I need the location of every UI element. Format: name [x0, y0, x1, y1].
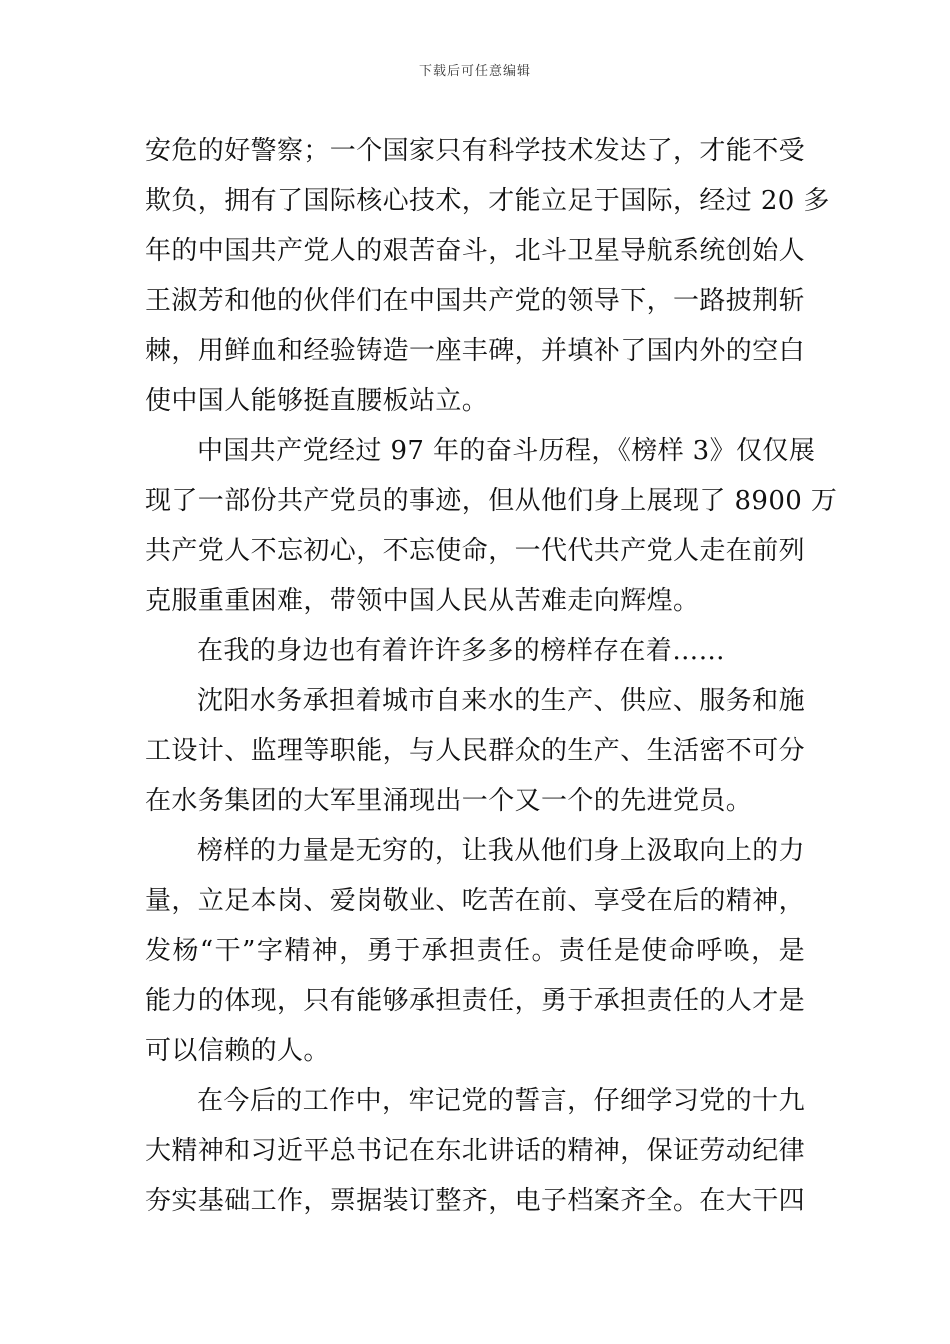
text-line: 沈阳水务承担着城市自来水的生产、供应、服务和施 [197, 686, 805, 716]
text-line: 夯实基础工作，票据装订整齐，电子档案齐全。在大干四 [145, 1186, 806, 1216]
text-line: 大精神和习近平总书记在东北讲话的精神，保证劳动纪律 [145, 1136, 806, 1166]
text-line: 共产党人不忘初心，不忘使命，一代代共产党人走在前列 [145, 536, 806, 566]
document-body [145, 126, 838, 1226]
paragraph [145, 676, 805, 826]
text-line: 在今后的工作中，牢记党的誓言，仔细学习党的十九 [197, 1086, 805, 1116]
paragraph [145, 826, 805, 1076]
text-line: 安危的好警察；一个国家只有科学技术发达了，才能不受 [145, 136, 806, 166]
text-line: 榜样的力量是无穷的，让我从他们身上汲取向上的力 [197, 836, 805, 866]
paragraph [145, 1076, 805, 1226]
text-line: 量，立足本岗、爱岗敬业、吃苦在前、享受在后的精神， [145, 886, 806, 916]
text-line: 在水务集团的大军里涌现出一个又一个的先进党员。 [145, 786, 753, 816]
text-line: 能力的体现，只有能够承担责任，勇于承担责任的人才是 [145, 986, 806, 1016]
text-line: 使中国人能够挺直腰板站立。 [145, 386, 489, 416]
text-line: 王淑芳和他的伙伴们在中国共产党的领导下，一路披荆斩 [145, 286, 806, 316]
text-line: 欺负，拥有了国际核心技术，才能立足于国际，经过 20 多 [145, 186, 830, 216]
text-line: 可以信赖的人。 [145, 1036, 330, 1066]
text-line: 克服重重困难，带领中国人民从苦难走向辉煌。 [145, 586, 700, 616]
paragraph [145, 426, 838, 626]
text-line: 工设计、监理等职能，与人民群众的生产、生活密不可分 [145, 736, 806, 766]
text-line: 在我的身边也有着许许多多的榜样存在着…… [197, 636, 726, 666]
paragraph [145, 126, 830, 426]
text-line: 年的中国共产党人的艰苦奋斗，北斗卫星导航系统创始人 [145, 236, 806, 266]
text-line: 发杨“干”字精神，勇于承担责任。责任是使命呼唤，是 [145, 936, 805, 966]
text-line: 棘，用鲜血和经验铸造一座丰碑，并填补了国内外的空白 [145, 336, 806, 366]
paragraph [145, 626, 805, 676]
text-line: 现了一部份共产党员的事迹，但从他们身上展现了 8900 万 [145, 486, 838, 516]
page-header: 下载后可任意编辑 [418, 64, 531, 79]
text-line: 中国共产党经过 97 年的奋斗历程，《榜样 3》仅仅展 [197, 436, 816, 466]
